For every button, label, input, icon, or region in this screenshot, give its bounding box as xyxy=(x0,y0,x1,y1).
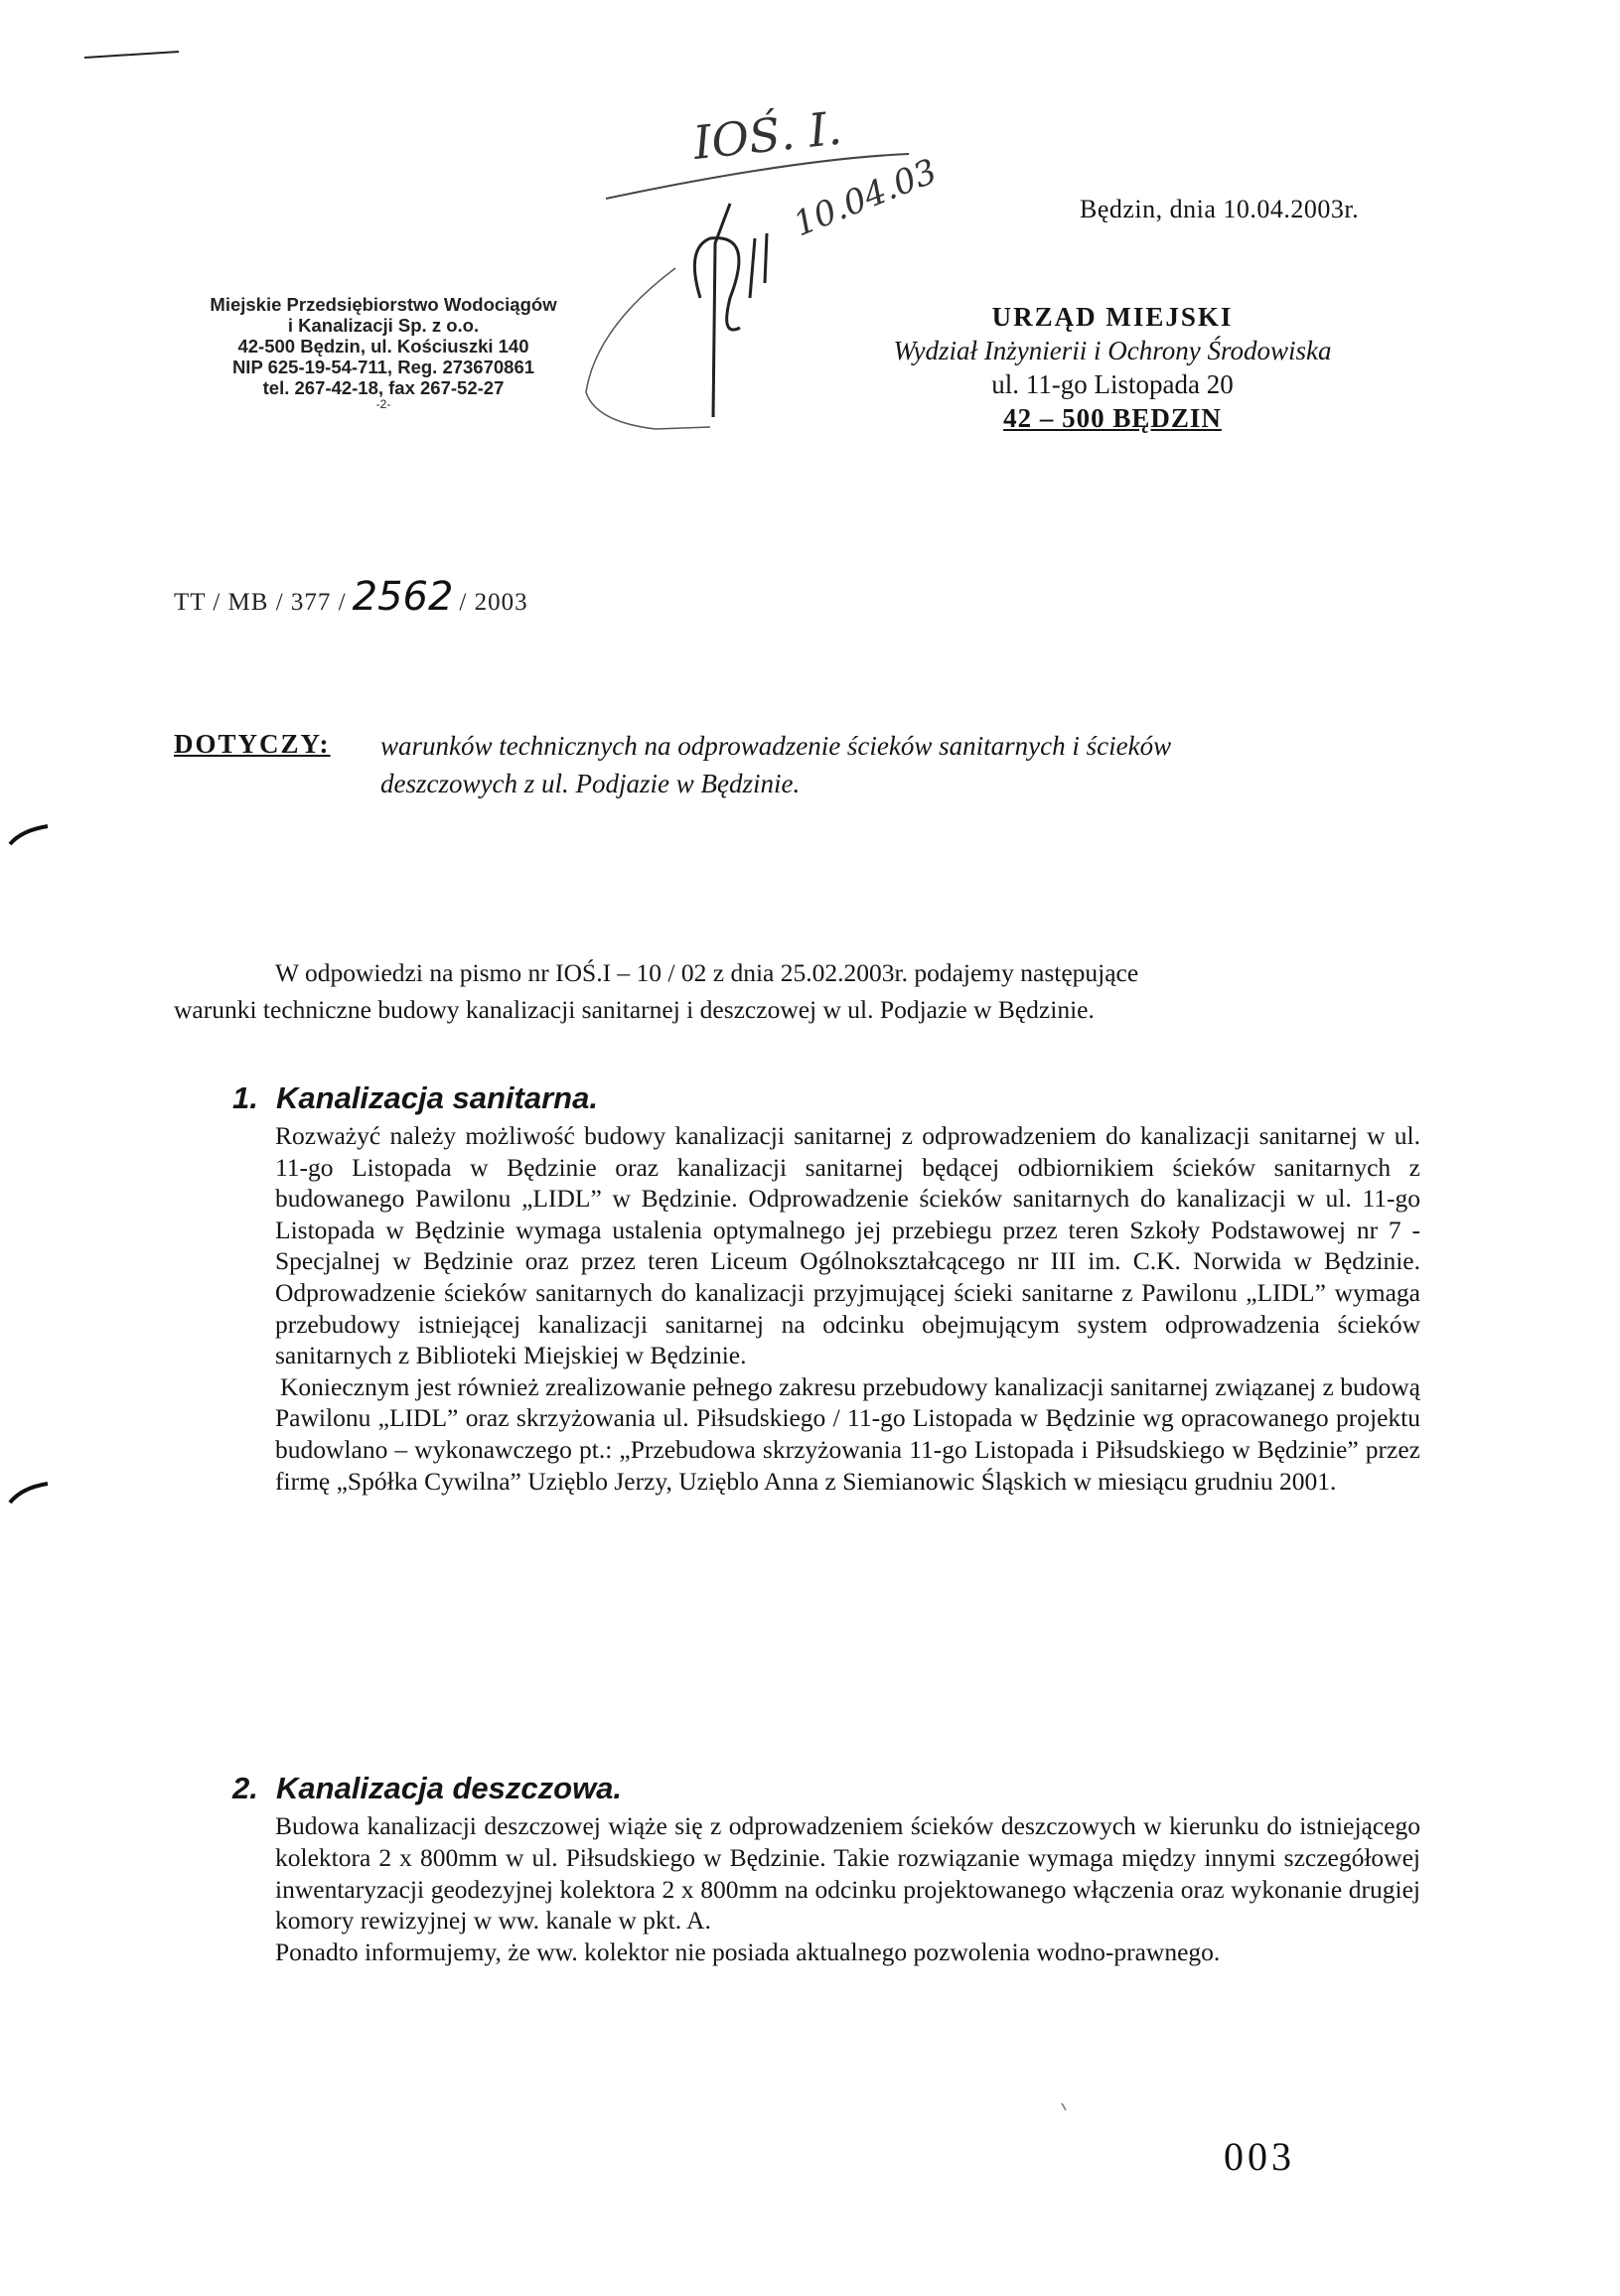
handwritten-note: IOŚ. I. xyxy=(690,100,844,170)
reference-suffix: / 2003 xyxy=(459,589,528,616)
section-1-paragraph-2: Koniecznym jest również zrealizowanie pełnego zakresu przebudowy kanalizacji sanitarnej związanej z budową Pawilonu „LIDL” oraz skrzyżowania ul. Piłsudskiego / 11-go Listopada w Będzinie wg opracowanego projektu budowlano – wykonawczego pt.: „Przebudowa skrzyżowania 11-go Listopada i Piłsudskiego w Będzinie” przez firmę „Spółka Cywilna” Uzięblo Jerzy, Uzięblo Anna z Siemianowic Śląskich w miesiącu grudniu 2001. xyxy=(275,1371,1420,1496)
sender-line-4: NIP 625-19-54-711, Reg. 273670861 xyxy=(231,357,535,377)
sender-line-3: 42-500 Będzin, ul. Kościuszki 140 xyxy=(237,336,529,357)
reference-number xyxy=(174,574,528,620)
place-date: Będzin, dnia 10.04.2003r. xyxy=(1080,195,1360,223)
recipient-street: ul. 11-go Listopada 20 xyxy=(991,369,1234,399)
margin-mark-1 xyxy=(10,826,48,844)
section-1-paragraph-1: Rozważyć należy możliwość budowy kanalizacji sanitarnej z odprowadzeniem do kanalizacji sanitarnej w ul. 11-go Listopada w Będzinie oraz kanalizacji sanitarnej będącej odbiornikiem ścieków sanitarnych z budowanego Pawilonu „LIDL” w Będzinie. Odprowadzenie ścieków sanitarnych do kanalizacji w ul. 11-go Listopada w Będzinie wymaga ustalenia optymalnego jej przebiegu przez teren Szkoły Podstawowej nr 7 - Specjalnej w Będzinie oraz przez teren Liceum Ogólnokształcącego nr III im. C.K. Norwida w Będzinie. Odprowadzenie ścieków sanitarnych do kanalizacji przyjmującej ścieki sanitarne z Pawilonu „LIDL” wymaga przebudowy istniejącej kanalizacji sanitarnej na odcinku obejmującym system odprowadzenia ścieków sanitarnych z Biblioteki Miejskiej w Będzinie. xyxy=(275,1121,1420,1370)
intro-paragraph xyxy=(174,954,1421,1028)
scan-edge-mark xyxy=(84,52,179,58)
sender-line-5: tel. 267-42-18, fax 267-52-27 xyxy=(262,377,505,398)
section-2-number: 2. xyxy=(232,1771,258,1805)
recipient-department: Wydział Inżynierii i Ochrony Środowiska xyxy=(893,336,1332,365)
section-1-heading xyxy=(232,1080,598,1116)
reference-prefix: TT / MB / 377 / xyxy=(174,589,347,616)
handwritten-date: 10.04.03 xyxy=(788,151,943,245)
section-1-number: 1. xyxy=(232,1080,258,1115)
margin-mark-2 xyxy=(10,1484,48,1503)
section-2-paragraph-1: Budowa kanalizacji deszczowej wiąże się z odprowadzeniem ścieków deszczowych w kierunku do istniejącego kolektora 2 x 800mm w ul. Piłsudskiego w Będzinie. Takie rozwiązanie wymaga między innymi szczegółowej inwentaryzacji geodezyjnej kolektora 2 x 800mm na odcinku projektowanego włączenia oraz wykonanie drugiej komory rewizyjnej w ww. kanale w pkt. A. xyxy=(275,1811,1420,1936)
page-number: 003 xyxy=(1224,2134,1295,2179)
intro-line-2: warunki techniczne budowy kanalizacji sanitarnej i deszczowej w ul. Podjazie w Będzinie. xyxy=(174,995,1095,1024)
signature-stroke xyxy=(694,204,767,417)
reference-handwritten-number: 2562 xyxy=(352,574,454,620)
subject-label: DOTYCZY: xyxy=(174,729,331,759)
section-1-title: Kanalizacja sanitarna. xyxy=(276,1080,598,1115)
sender-letterhead xyxy=(175,294,592,410)
intro-line-1: W odpowiedzi na pismo nr IOŚ.I – 10 / 02 z dnia 25.02.2003r. podajemy następujące xyxy=(275,958,1139,987)
subject-text xyxy=(380,727,1413,802)
sender-line-6: -2- xyxy=(375,397,391,411)
sender-line-1: Miejskie Przedsiębiorstwo Wodociągów xyxy=(210,294,557,315)
recipient-name: URZĄD MIEJSKI xyxy=(991,302,1234,332)
section-2-paragraph-2: Ponadto informujemy, że ww. kolektor nie posiada aktualnego pozwolenia wodno-prawnego. xyxy=(275,1937,1221,1967)
section-2-title: Kanalizacja deszczowa. xyxy=(276,1771,623,1805)
stamp-bracket xyxy=(586,268,710,429)
corner-tick xyxy=(1062,2103,1066,2110)
sender-line-2: i Kanalizacji Sp. z o.o. xyxy=(287,315,480,336)
subject-line-2: deszczowych z ul. Podjazie w Będzinie. xyxy=(380,769,801,798)
section-2-body xyxy=(275,1810,1420,1968)
subject-line-1: warunków technicznych na odprowadzenie ścieków sanitarnych i ścieków xyxy=(380,731,1172,761)
recipient-city: 42 – 500 BĘDZIN xyxy=(1003,403,1222,433)
recipient-address xyxy=(834,300,1391,435)
section-1-body xyxy=(275,1120,1420,1497)
section-2-heading xyxy=(232,1771,622,1806)
